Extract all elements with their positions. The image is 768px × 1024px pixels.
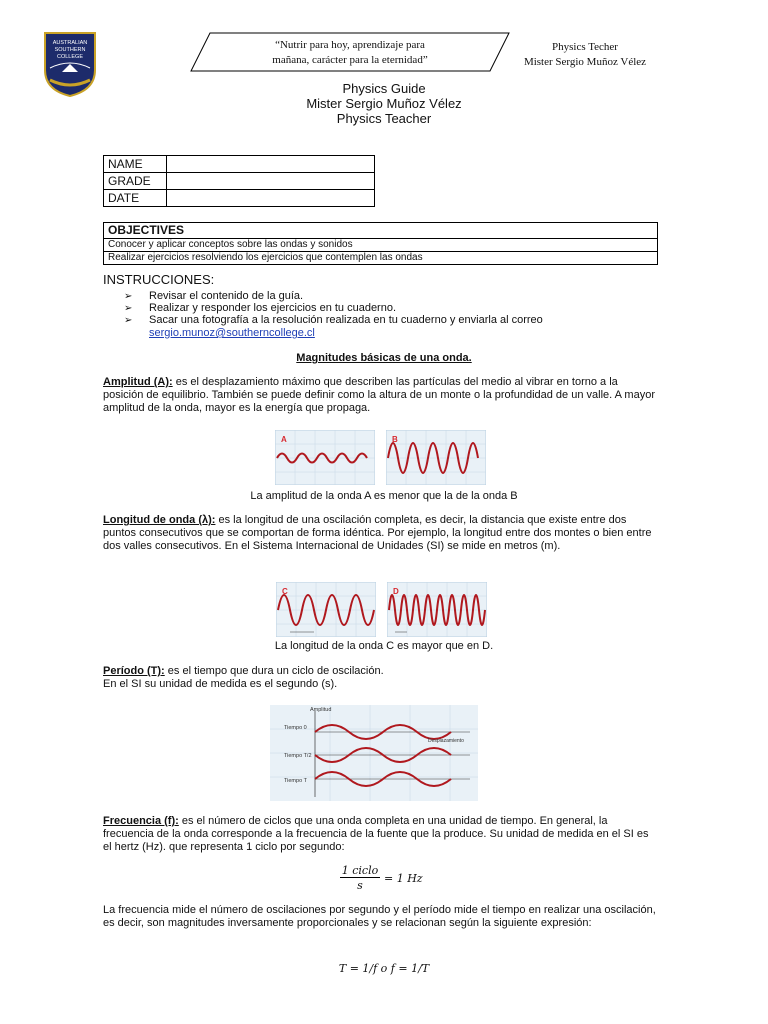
section-title: Magnitudes básicas de una onda. xyxy=(296,352,472,364)
info-row-name xyxy=(104,156,375,173)
amplitud-axis-label: Amplitud xyxy=(310,707,332,713)
wavelength-term: Longitud de onda (λ): xyxy=(103,514,216,526)
figure-label-d: D xyxy=(393,587,399,596)
period-paragraph: Período (T): es el tiempo que dura un ciclo de oscilación. En el SI su unidad de medida es el segundo (s). xyxy=(103,665,384,691)
tiempo-half-t-label: Tiempo T/2 xyxy=(284,753,312,759)
date-field[interactable] xyxy=(167,190,375,207)
email-link[interactable]: sergio.munoz@southerncollege.cl xyxy=(149,327,315,339)
period-term: Período (T): xyxy=(103,665,165,677)
objectives-table xyxy=(103,222,658,265)
wavelength-caption: La longitud de la onda C es mayor que en D. xyxy=(274,640,494,652)
amplitude-paragraph: Amplitud (A): es el desplazamiento máximo que describen las partículas del medio al vibrar en torno a la posición de equilibrio. También se puede definir como la altura de un monte o la profundidad de un valle. A mayor amplitud de la onda, mayor es la energía que propaga. xyxy=(103,376,655,415)
figure-label-c: C xyxy=(282,587,288,596)
date-label: DATE xyxy=(104,190,167,207)
svg-text:COLLEGE: COLLEGE xyxy=(57,54,83,60)
grade-field[interactable] xyxy=(167,173,375,190)
wave-figure-d xyxy=(387,582,487,637)
frequency-term: Frecuencia (f): xyxy=(103,815,179,827)
arrow-bullet-icon: ➢ xyxy=(124,291,133,302)
wave-figure-c xyxy=(276,582,376,637)
tiempo-0-label: Tiempo 0 xyxy=(284,725,307,731)
figure-label-a: A xyxy=(281,435,287,444)
objective-item: Realizar ejercicios resolviendo los ejercicios que contemplen las ondas xyxy=(104,252,658,265)
arrow-bullet-icon: ➢ xyxy=(124,303,133,314)
amplitude-caption: La amplitud de la onda A es menor que la de la onda B xyxy=(250,490,518,502)
wavelength-paragraph: Longitud de onda (λ): es la longitud de una oscilación completa, es decir, la distancia que existe entre dos puntos consecutivos que se comportan de forma idéntica. Por ejemplo, la longitud entre dos montes o bien entre dos valles consecutivos. En el Sistema Internacional de Unidades (SI) se mide en metros (m). xyxy=(103,514,652,553)
svg-text:SOUTHERN: SOUTHERN xyxy=(54,47,86,53)
period-frequency-formula: T = 1/f o f = 1/T xyxy=(338,962,430,975)
name-field[interactable] xyxy=(167,156,375,173)
instructions-heading: INSTRUCCIONES: xyxy=(103,272,215,287)
arrow-bullet-icon: ➢ xyxy=(124,315,133,326)
desplazamiento-axis-label: Desplazamiento xyxy=(428,738,464,744)
period-diagram xyxy=(270,705,478,801)
figure-label-b: B xyxy=(392,435,398,444)
guide-title: Physics Guide xyxy=(342,81,426,96)
school-motto: “Nutrir para hoy, aprendizaje para mañana, carácter para la eternidad” xyxy=(272,39,428,66)
wave-figure-b xyxy=(386,430,486,485)
tiempo-t-label: Tiempo T xyxy=(284,778,307,784)
student-info-table xyxy=(103,155,375,207)
info-row-grade xyxy=(104,173,375,190)
name-label: NAME xyxy=(104,156,167,173)
grade-label: GRADE xyxy=(104,173,167,190)
objectives-header: OBJECTIVES xyxy=(104,223,658,239)
info-row-date xyxy=(104,190,375,207)
frequency-unit-formula: 1 ciclo s = 1 Hz xyxy=(341,864,423,892)
guide-teacher-name: Mister Sergio Muñoz Vélez xyxy=(306,96,462,111)
guide-teacher-role: Physics Teacher xyxy=(336,111,432,126)
wave-figure-a xyxy=(275,430,375,485)
frequency-relation-paragraph: La frecuencia mide el número de oscilaciones por segundo y el período mide el tiempo en realizar una oscilación, es decir, son magnitudes inversamente proporcionales y se relacionan según la siguiente expresión: xyxy=(103,904,656,930)
svg-text:AUSTRALIAN: AUSTRALIAN xyxy=(52,40,88,46)
frequency-paragraph: Frecuencia (f): es el número de ciclos que una onda completa en una unidad de tiempo. En general, la frecuencia de la onda corresponde a la frecuencia de la fuente que la produce. Su unidad de medida en el SI es el hertz (Hz). que representa 1 ciclo por segundo: xyxy=(103,815,649,854)
header-teacher-info: Physics Techer Mister Sergio Muñoz Vélez xyxy=(523,41,647,68)
instruction-item: ➢ Sacar una fotografía a la resolución realizada en tu cuaderno y enviarla al correo sergio.munoz@southerncollege.cl xyxy=(124,314,543,339)
objective-item: Conocer y aplicar conceptos sobre las ondas y sonidos xyxy=(104,239,658,252)
amplitude-term: Amplitud (A): xyxy=(103,376,173,388)
